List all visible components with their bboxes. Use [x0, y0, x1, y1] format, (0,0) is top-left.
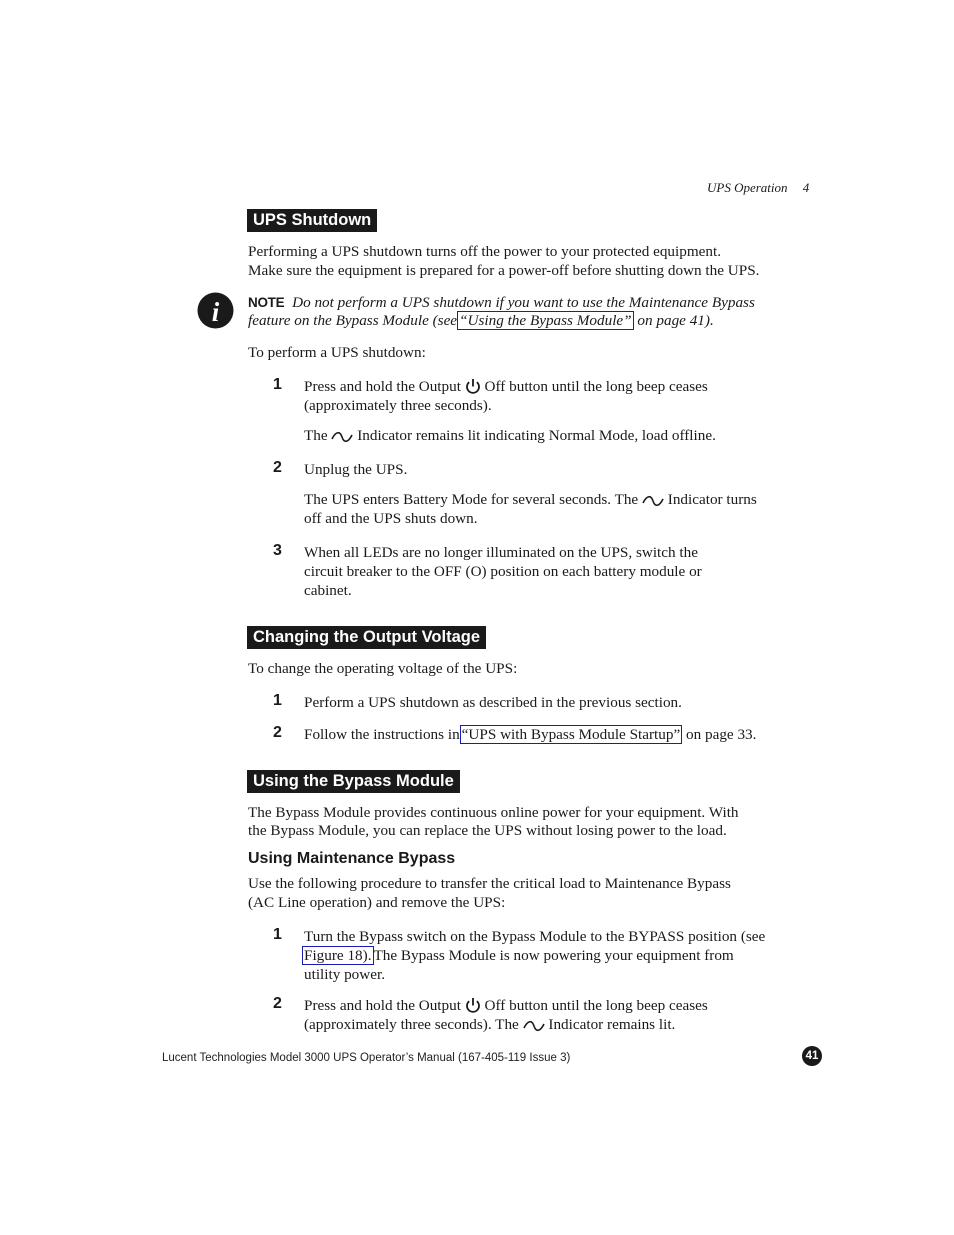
sine-wave-icon	[331, 429, 353, 448]
note-line1	[248, 293, 755, 312]
bypass-lead-line1: Use the following procedure to transfer the critical load to Maintenance Bypass	[248, 875, 731, 892]
bypass-step1-line3: utility power.	[304, 966, 385, 983]
note-link-using-bypass-module[interactable]: “Using the Bypass Module”	[459, 312, 632, 329]
shutdown-step2-result-pre: The UPS enters Battery Mode for several seconds. The	[304, 491, 639, 508]
shutdown-step3-line3: cabinet.	[304, 582, 352, 599]
shutdown-step2-result-post: Indicator turns	[667, 491, 757, 508]
info-icon	[197, 292, 234, 329]
bypass-step2-text-post: Off button until the long beep ceases	[484, 997, 708, 1014]
bypass-lead-line2: (AC Line operation) and remove the UPS:	[248, 894, 506, 911]
shutdown-step3-number: 3	[273, 542, 282, 559]
subheading-maintenance-bypass: Using Maintenance Bypass	[248, 850, 456, 867]
shutdown-intro-line1: Performing a UPS shutdown turns off the power to your protected equipment.	[248, 243, 721, 260]
shutdown-lead: To perform a UPS shutdown:	[248, 344, 426, 361]
section-heading-ups-shutdown: UPS Shutdown	[247, 209, 377, 232]
shutdown-intro-line2: Make sure the equipment is prepared for a power-off before shutting down the UPS.	[248, 262, 760, 279]
note-text-line1: Do not perform a UPS shutdown if you want to use the Maintenance Bypass	[292, 294, 755, 311]
voltage-step2-line	[304, 725, 756, 744]
link-ups-bypass-startup[interactable]: “UPS with Bypass Module Startup”	[461, 726, 681, 743]
voltage-step1-number: 1	[273, 692, 282, 709]
bypass-step2-line2-post: Indicator remains lit.	[548, 1016, 676, 1033]
shutdown-step1-text-pre: Press and hold the Output	[304, 378, 461, 395]
running-header-chapter: 4	[802, 180, 810, 195]
running-header	[707, 180, 809, 196]
bypass-step2-number: 2	[273, 995, 282, 1012]
page-number: 41	[805, 1050, 819, 1062]
voltage-step2-pre: Follow the instructions in	[304, 726, 460, 743]
shutdown-step2-line1: Unplug the UPS.	[304, 461, 408, 478]
section-heading-bypass-module: Using the Bypass Module	[247, 770, 460, 793]
shutdown-step1-result-pre: The	[304, 427, 328, 444]
bypass-intro-line1: The Bypass Module provides continuous online power for your equipment. With	[248, 804, 739, 821]
bypass-step2-text-pre: Press and hold the Output	[304, 997, 461, 1014]
note-line2	[248, 311, 714, 330]
sine-wave-icon	[642, 493, 664, 512]
shutdown-step1-number: 1	[273, 376, 282, 393]
section-heading-output-voltage: Changing the Output Voltage	[247, 626, 486, 649]
footer-text: Lucent Technologies Model 3000 UPS Operator’s Manual (167-405-119 Issue 3)	[162, 1052, 571, 1064]
bypass-step2-line2	[304, 1015, 675, 1037]
shutdown-step3-line1: When all LEDs are no longer illuminated on the UPS, switch the	[304, 544, 698, 561]
voltage-step2-post: on page 33.	[686, 726, 757, 743]
voltage-step2-number: 2	[273, 724, 282, 741]
bypass-step1-line2	[302, 946, 734, 965]
shutdown-step1-result-post: Indicator remains lit indicating Normal Mode, load offline.	[357, 427, 716, 444]
note-label: NOTE	[248, 295, 285, 310]
voltage-lead: To change the operating voltage of the UPS:	[248, 660, 518, 677]
bypass-step2-line2-pre: (approximately three seconds). The	[304, 1016, 519, 1033]
voltage-step1-text: Perform a UPS shutdown as described in the previous section.	[304, 694, 682, 711]
shutdown-step2-result-line2: off and the UPS shuts down.	[304, 510, 478, 527]
link-figure-18[interactable]: Figure 18).	[304, 947, 372, 964]
shutdown-step1-result	[304, 426, 716, 448]
bypass-step1-number: 1	[273, 926, 282, 943]
svg-text:i: i	[211, 297, 220, 327]
running-header-title: UPS Operation	[707, 180, 788, 195]
shutdown-step1-text-post: Off button until the long beep ceases	[484, 378, 708, 395]
note-text-line2-post: on page 41).	[637, 312, 714, 329]
page-number-badge	[802, 1046, 822, 1066]
note-text-line2-pre: feature on the Bypass Module (see	[248, 312, 458, 329]
shutdown-step3-line2: circuit breaker to the OFF (O) position on each battery module or	[304, 563, 702, 580]
bypass-intro-line2: the Bypass Module, you can replace the UPS without losing power to the load.	[248, 822, 727, 839]
sine-wave-icon	[523, 1018, 545, 1037]
shutdown-step1-line2: (approximately three seconds).	[304, 397, 492, 414]
bypass-step1-line2-post: The Bypass Module is now powering your equipment from	[373, 947, 734, 964]
bypass-step1-line1: Turn the Bypass switch on the Bypass Module to the BYPASS position (see	[304, 928, 766, 945]
shutdown-step2-number: 2	[273, 459, 282, 476]
